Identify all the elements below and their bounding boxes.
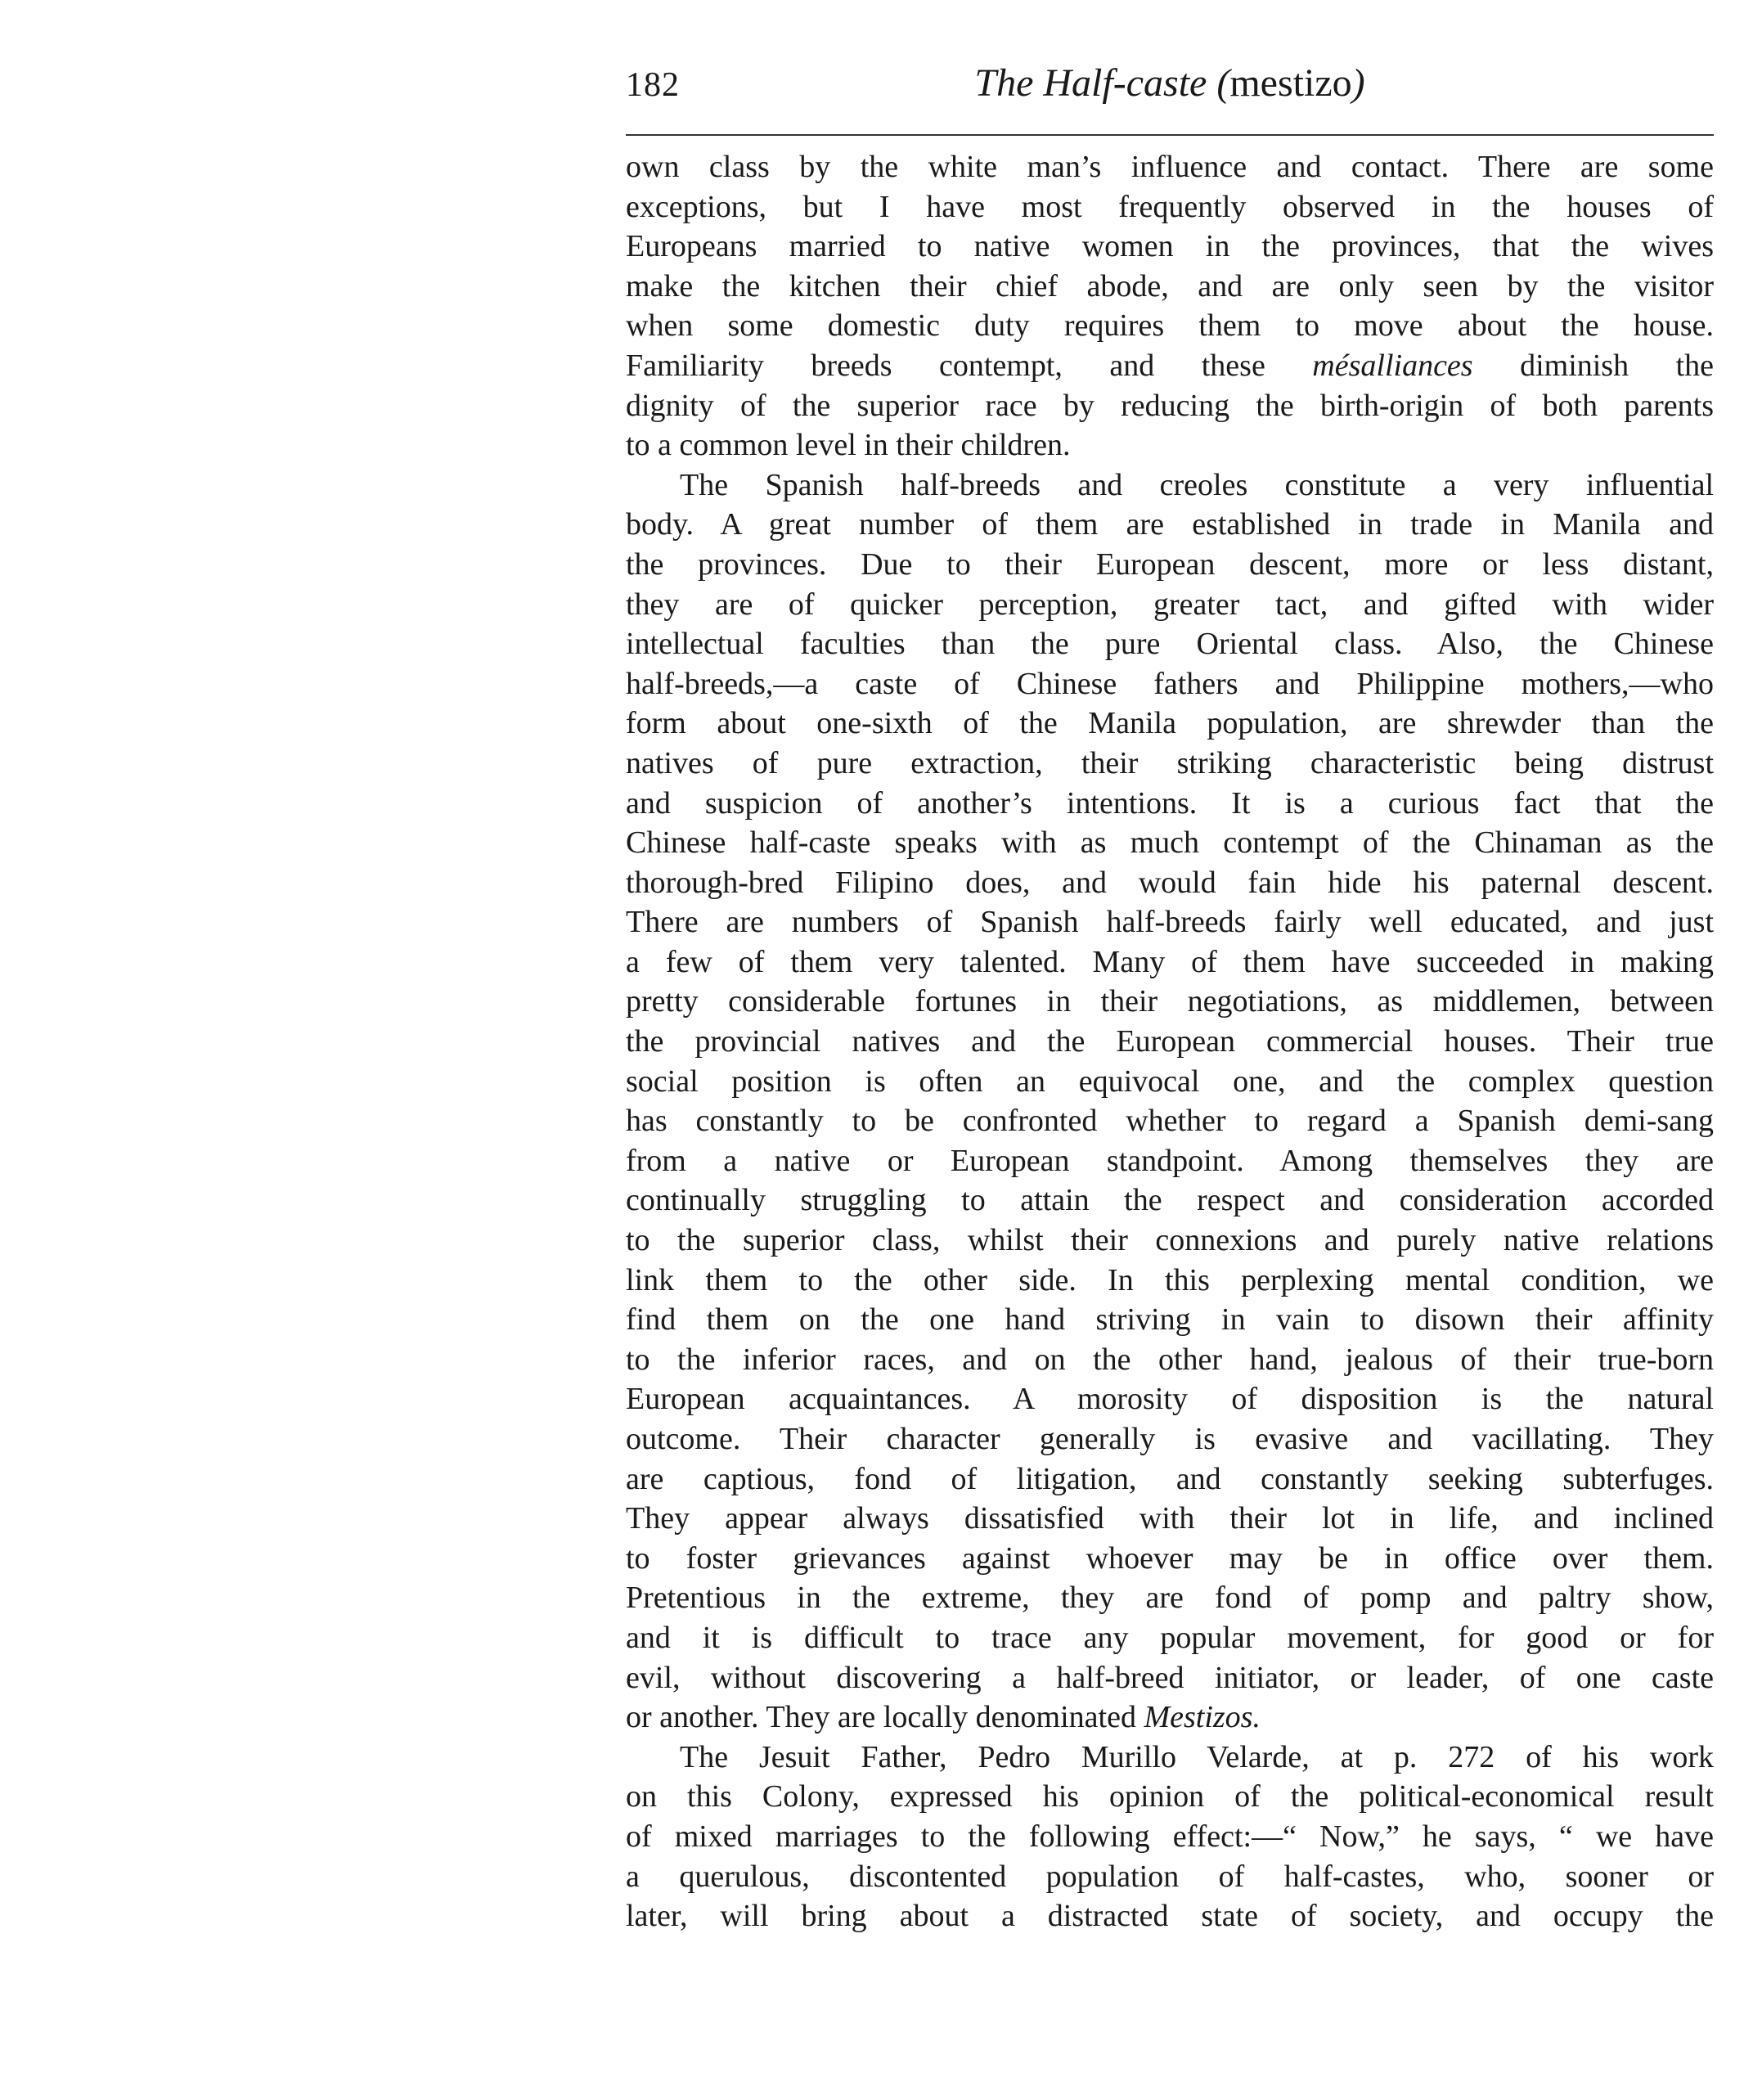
text-line: Europeans married to native women in the provinces, that the wives: [626, 229, 1714, 264]
italic-term-mestizos: Mestizos.: [1144, 1700, 1261, 1735]
running-title-roman: mestizo: [1229, 61, 1352, 105]
header-rule: [626, 134, 1714, 136]
text-line: later, will bring about a distracted state of society, and occupy the: [626, 1899, 1714, 1934]
text-line: [626, 346, 1714, 386]
text-line: to the inferior races, and on the other hand, jealous of their true-born: [626, 1342, 1714, 1377]
text-segment: diminish the: [1520, 348, 1715, 383]
text-line: and it is difficult to trace any popular movement, for good or for: [626, 1620, 1714, 1655]
paragraph-3: [626, 1738, 1714, 1936]
text-line: has constantly to be confronted whether to regard a Spanish demi-sang: [626, 1104, 1714, 1139]
text-line: natives of pure extraction, their striking characteristic being distrust: [626, 745, 1714, 780]
running-title-close-paren: ): [1351, 61, 1365, 105]
text-line: they are of quicker perception, greater tact, and gifted with wider: [626, 587, 1714, 622]
text-line: a few of them very talented. Many of them have succeeded in making: [626, 944, 1714, 979]
book-page: [626, 61, 1715, 1936]
text-line: dignity of the superior race by reducing the birth-origin of both parents: [626, 388, 1714, 423]
text-line: evil, without discovering a half-breed initiator, or leader, of one caste: [626, 1660, 1714, 1695]
paragraph-1: [626, 147, 1714, 465]
text-line: pretty considerable fortunes in their negotiations, as middlemen, between: [626, 984, 1714, 1019]
text-segment: or another. They are locally denominated: [626, 1700, 1136, 1735]
text-segment: Familiarity breeds contempt, and these: [626, 348, 1265, 383]
text-line: to a common level in their children.: [626, 428, 1071, 463]
text-line: [626, 1698, 1714, 1738]
running-title: [626, 61, 1714, 106]
text-line: and suspicion of another’s intentions. It is a curious fact that the: [626, 785, 1714, 821]
text-line: form about one-sixth of the Manila population, are shrewder than the: [626, 706, 1714, 741]
text-line: to the superior class, whilst their connexions and purely native relations: [626, 1223, 1714, 1258]
text-line: on this Colony, expressed his opinion of the political-economical result: [626, 1779, 1714, 1814]
text-line: The Spanish half-breeds and creoles constitute a very influential: [680, 467, 1714, 502]
text-line: body. A great number of them are established in trade in Manila and: [626, 507, 1714, 542]
text-line: link them to the other side. In this perplexing mental condition, we: [626, 1262, 1714, 1297]
text-line: social position is often an equivocal one, and the complex question: [626, 1063, 1714, 1099]
body-text: [626, 147, 1714, 1936]
text-line: European acquaintances. A morosity of disposition is the natural: [626, 1382, 1714, 1417]
text-line: a querulous, discontented population of half-castes, who, sooner or: [626, 1859, 1714, 1894]
text-line: exceptions, but I have most frequently observed in the houses of: [626, 189, 1714, 224]
text-line: thorough-bred Filipino does, and would fain hide his paternal descent.: [626, 865, 1714, 900]
text-line: the provinces. Due to their European descent, more or less distant,: [626, 546, 1714, 582]
text-line: find them on the one hand striving in vain to disown their affinity: [626, 1302, 1714, 1338]
running-head: [626, 61, 1714, 131]
text-line: continually struggling to attain the respect and consideration accorded: [626, 1183, 1714, 1218]
text-line: the provincial natives and the European commercial houses. Their true: [626, 1024, 1714, 1059]
paragraph-2: [626, 465, 1714, 1738]
italic-term-mesalliances: mésalliances: [1312, 348, 1473, 383]
page-number: 182: [626, 66, 680, 104]
text-line: half-breeds,—a caste of Chinese fathers and Philippine mothers,—who: [626, 666, 1714, 701]
text-line: intellectual faculties than the pure Oriental class. Also, the Chinese: [626, 627, 1714, 662]
text-line: own class by the white man’s influence and contact. There are some: [626, 150, 1714, 184]
running-title-italic: The Half-caste: [974, 61, 1207, 105]
text-line: Pretentious in the extreme, they are fond of pomp and paltry show,: [626, 1581, 1714, 1616]
text-line: to foster grievances against whoever may be in office over them.: [626, 1540, 1714, 1576]
text-line: make the kitchen their chief abode, and are only seen by the visitor: [626, 268, 1714, 304]
text-line: are captious, fond of litigation, and constantly seeking subterfuges.: [626, 1461, 1714, 1496]
text-line: from a native or European standpoint. Among themselves they are: [626, 1143, 1714, 1178]
text-line: outcome. Their character generally is evasive and vacillating. They: [626, 1422, 1714, 1456]
text-line: They appear always dissatisfied with their lot in life, and inclined: [626, 1501, 1714, 1536]
text-line: The Jesuit Father, Pedro Murillo Velarde, at p. 272 of his work: [680, 1739, 1714, 1774]
text-line: There are numbers of Spanish half-breeds fairly well educated, and just: [626, 905, 1714, 940]
running-title-open-paren: (: [1216, 61, 1230, 105]
text-line: of mixed marriages to the following effect:—“ Now,” he says, “ we have: [626, 1819, 1714, 1854]
text-line: when some domestic duty requires them to move about the house.: [626, 308, 1714, 344]
text-line: Chinese half-caste speaks with as much contempt of the Chinaman as the: [626, 825, 1714, 861]
